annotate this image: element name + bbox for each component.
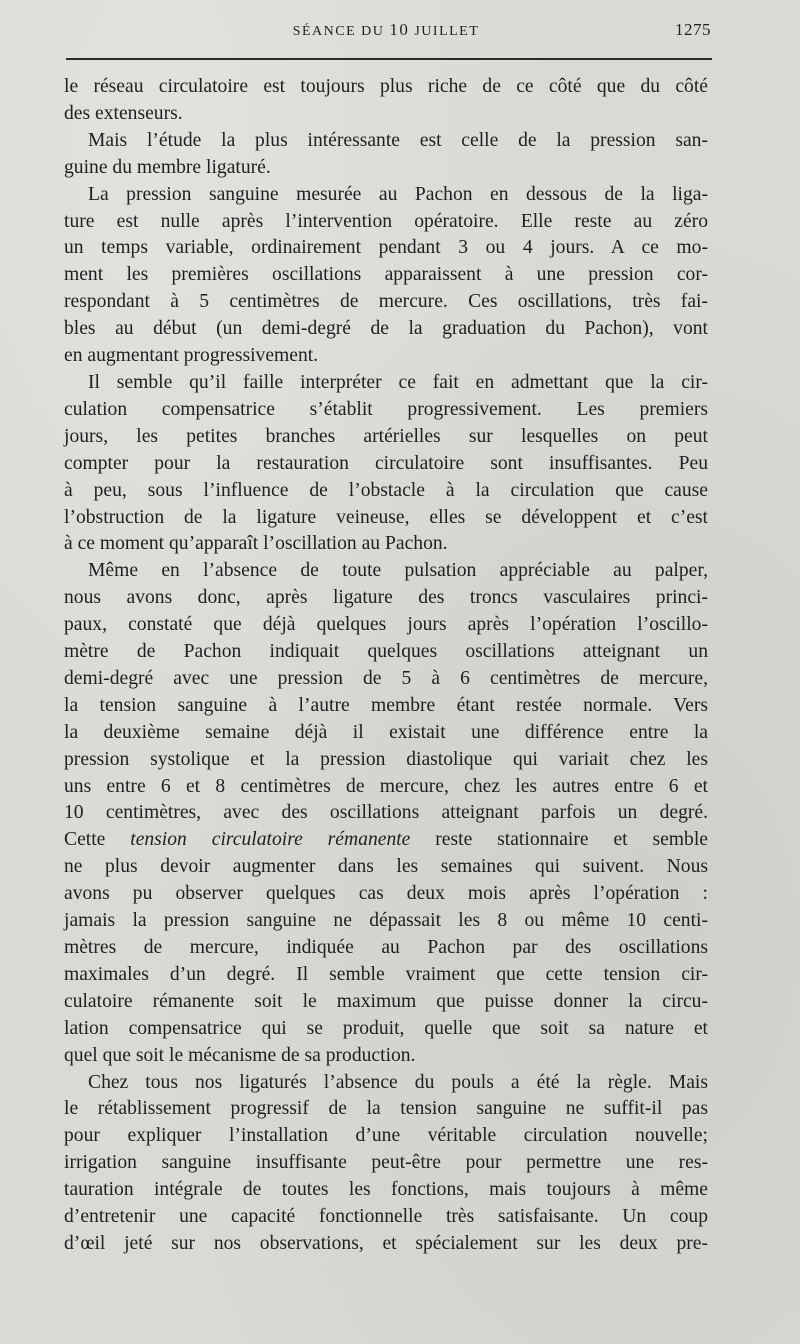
text-line: paux, constaté que déjà quelques jours après l’opération l’oscillo- <box>64 614 708 636</box>
body-text <box>64 74 708 1258</box>
text-line: 10 centimètres, avec des oscillations atteignant parfois un degré. <box>64 802 708 824</box>
running-title-suffix: JUILLET <box>409 24 480 39</box>
text-line: culatoire rémanente soit le maximum que puisse donner la circu- <box>64 990 708 1012</box>
header-rule <box>66 58 712 60</box>
text-line: respondant à 5 centimètres de mercure. Ces oscillations, très fai- <box>64 291 708 313</box>
text-line: pour expliquer l’installation d’une véritable circulation nouvelle; <box>64 1125 708 1147</box>
page-number: 1275 <box>675 20 711 39</box>
text-line: Il semble qu’il faille interpréter ce fait en admettant que la cir- <box>88 371 708 393</box>
text-line: tauration intégrale de toutes les fonctions, mais toujours à même <box>64 1179 708 1201</box>
text-line: irrigation sanguine insuffisante peut-être pour permettre une res- <box>64 1152 708 1174</box>
text-line: à peu, sous l’influence de l’obstacle à la circulation que cause <box>64 479 708 501</box>
text-line: guine du membre ligaturé. <box>64 156 271 178</box>
text-line: d’œil jeté sur nos observations, et spécialement sur les deux pre- <box>64 1232 708 1254</box>
text-line: ture est nulle après l’intervention opératoire. Elle reste au zéro <box>64 210 708 232</box>
text-line: ment les premières oscillations apparaissent à une pression cor- <box>64 264 708 286</box>
text-line: mètre de Pachon indiquait quelques oscillations atteignant un <box>64 641 708 663</box>
text-line: jamais la pression sanguine ne dépassait les 8 ou même 10 centi- <box>64 910 708 932</box>
text-line: pression systolique et la pression diastolique qui variait chez les <box>64 748 708 770</box>
running-title-prefix: SÉANCE DU <box>292 24 390 39</box>
text-line: Mais l’étude la plus intéressante est celle de la pression san- <box>88 129 708 151</box>
text-line: jours, les petites branches artérielles sur lesquelles on peut <box>64 425 708 447</box>
text-line: un temps variable, ordinairement pendant 3 ou 4 jours. A ce mo- <box>64 237 708 259</box>
text-line: quel que soit le mécanisme de sa production. <box>64 1044 416 1066</box>
text-line: demi-degré avec une pression de 5 à 6 centimètres de mercure, <box>64 667 708 689</box>
running-title-day: 10 <box>389 20 410 39</box>
text-line: uns entre 6 et 8 centimètres de mercure, chez les autres entre 6 et <box>64 775 708 797</box>
text-line: d’entretenir une capacité fonctionnelle très satisfaisante. Un coup <box>64 1206 708 1228</box>
text-line: culation compensatrice s’établit progressivement. Les premiers <box>64 398 708 420</box>
text-line: Chez tous nos ligaturés l’absence du pouls a été la règle. Mais <box>88 1071 708 1093</box>
text-line: lation compensatrice qui se produit, quelle que soit sa nature et <box>64 1017 708 1039</box>
text-line: bles au début (un demi-degré de la graduation du Pachon), vont <box>64 318 708 340</box>
text-line: nous avons donc, après ligature des troncs vasculaires princi- <box>64 587 708 609</box>
text-line: la tension sanguine à l’autre membre étant restée normale. Vers <box>64 694 708 716</box>
text-line: Même en l’absence de toute pulsation appréciable au palper, <box>88 560 708 582</box>
text-line: avons pu observer quelques cas deux mois après l’opération : <box>64 883 708 905</box>
text-line: en augmentant progressivement. <box>64 345 319 367</box>
text-line: la deuxième semaine déjà il existait une différence entre la <box>64 721 708 743</box>
text-line: le réseau circulatoire est toujours plus riche de ce côté que du côté <box>64 76 708 97</box>
text-line: Cette tension circulatoire rémanente reste stationnaire et semble <box>64 829 708 851</box>
text-line: des extenseurs. <box>64 102 183 124</box>
text-line: mètres de mercure, indiquée au Pachon par des oscillations <box>64 937 708 958</box>
running-header <box>64 18 711 48</box>
text-line: le rétablissement progressif de la tension sanguine ne suffit-il pas <box>64 1098 708 1120</box>
text-line: à ce moment qu’apparaît l’oscillation au Pachon. <box>64 533 448 555</box>
text-line: compter pour la restauration circulatoire sont insuffisantes. Peu <box>64 452 708 474</box>
running-title <box>64 20 708 40</box>
text-line: l’obstruction de la ligature veineuse, elles se développent et c’est <box>64 506 708 528</box>
text-line: La pression sanguine mesurée au Pachon en dessous de la liga- <box>88 183 708 205</box>
text-line: ne plus devoir augmenter dans les semaines qui suivent. Nous <box>64 856 708 878</box>
text-line: maximales d’un degré. Il semble vraiment que cette tension cir- <box>64 963 708 985</box>
